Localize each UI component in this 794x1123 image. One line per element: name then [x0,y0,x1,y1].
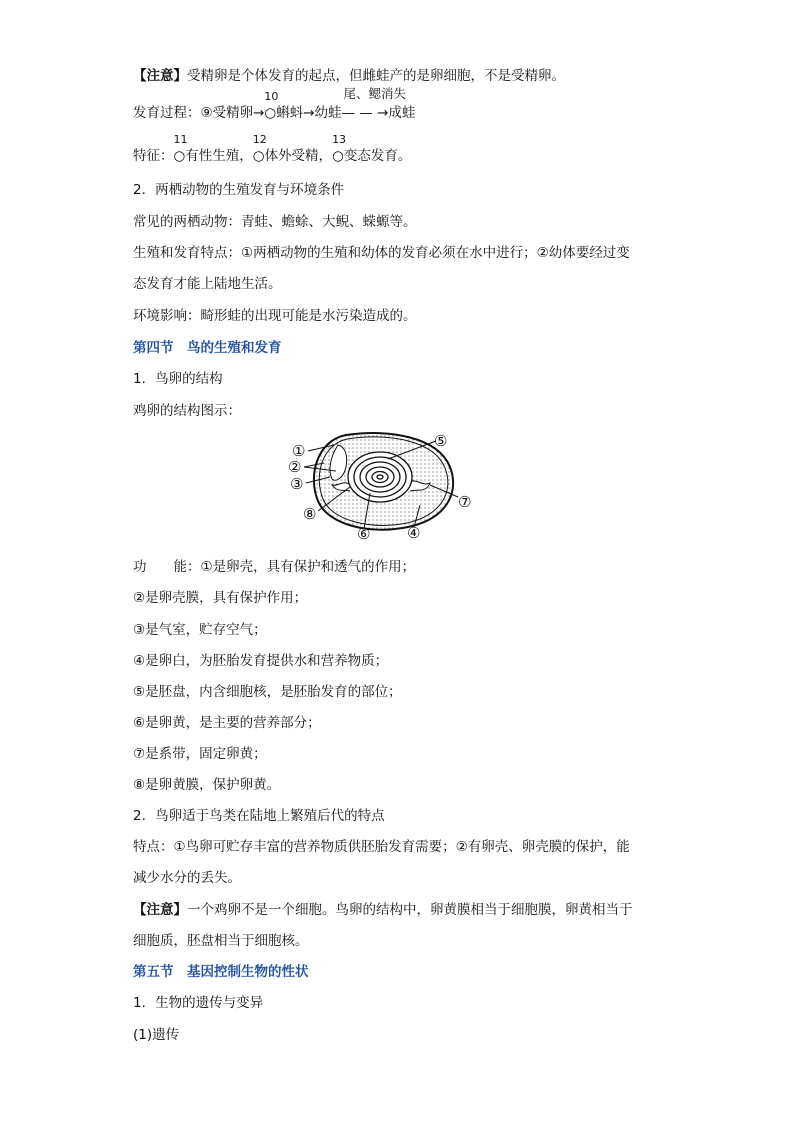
environment-impact: 环境影响：畸形蛙的出现可能是水污染造成的。 [133,308,417,324]
function-4: ④是卵白，为胚胎发育提供水和营养物质； [133,653,389,669]
egg-structure-diagram [280,427,480,543]
adaptation-line-2: 减少水分的丢失。 [133,870,241,886]
label-1: ① [292,442,306,460]
function-1: 功 能：①是卵壳，具有保护和透气的作用； [133,559,416,575]
note-fertilized-egg [133,66,565,86]
label-6: ⑥ [357,525,371,543]
reproduction-line-1: 生殖和发育特点：①两栖动物的生殖和幼体的发育必须在水中进行；②幼体要经过变 [133,245,630,261]
function-5: ⑤是胚盘，内含细胞核，是胚胎发育的部位； [133,684,402,700]
egg-diagram-intro: 鸡卵的结构图示： [133,403,241,419]
heredity-subtitle: (1)遗传 [133,1027,180,1043]
section-2-title: 2．两栖动物的生殖发育与环境条件 [133,182,345,198]
process-step-9: ⑨受精卵→ [200,105,265,121]
circled-number-11: 11 ○ [173,133,188,164]
function-7: ⑦是系带，固定卵黄； [133,746,267,762]
function-8: ⑧是卵黄膜，保护卵黄。 [133,777,281,793]
note-tag: 【注意】 [133,68,187,84]
note-egg-cell-line-2: 细胞质，胚盘相当于细胞核。 [133,933,309,949]
label-4: ④ [407,524,421,542]
function-6: ⑥是卵黄，是主要的营养部分； [133,715,321,731]
egg-diagram-svg [280,427,480,543]
note-tag: 【注意】 [133,902,187,918]
function-3: ③是气室，贮存空气； [133,622,267,638]
process-end: 成蛙 [388,105,416,121]
bird-egg-structure-title: 1．鸟卵的结构 [133,371,223,387]
yolk [348,452,412,502]
heading-section-4: 第四节 鸟的生殖和发育 [133,340,282,356]
label-8: ⑧ [303,505,317,523]
development-process [133,86,416,123]
adaptation-line-1: 特点：①鸟卵可贮存丰富的营养物质供胚胎发育需要；②有卵壳、卵壳膜的保护，能 [133,839,630,855]
circled-number-10: 10 ○ [264,90,279,121]
note-text: 受精卵是个体发育的起点，但雌蛙产的是卵细胞，不是受精卵。 [187,68,565,84]
process-step-10: 蝌蚪→幼蛙 [276,105,342,121]
circled-number-13: 13 ○ [332,133,347,164]
label-2: ② [288,458,302,476]
bird-egg-adaptation-title: 2．鸟卵适于鸟类在陆地上繁殖后代的特点 [133,808,385,824]
reproduction-line-2: 态发育才能上陆地生活。 [133,276,282,292]
process-arrow: 尾、鳃消失 — — → [341,86,407,121]
arrow-label: 尾、鳃消失 [343,86,407,101]
features: 特征： 11 ○有性生殖， 12 ○体外受精， 13 ○变态发育。 [133,133,412,164]
label-3: ③ [290,475,304,493]
heading-section-5: 第五节 基因控制生物的性状 [133,964,309,980]
heredity-variation-title: 1．生物的遗传与变异 [133,995,264,1011]
function-2: ②是卵壳膜，具有保护作用； [133,590,308,606]
circled-number-12: 12 ○ [252,133,267,164]
feature-label: 特征： [133,148,174,164]
note-egg-cell-line-1: 【注意】一个鸡卵不是一个细胞。鸟卵的结构中，卵黄膜相当于细胞膜，卵黄相当于 [133,902,633,918]
label-7: ⑦ [458,493,472,511]
process-label: 发育过程： [133,105,201,121]
common-amphibians: 常见的两栖动物：青蛙、蟾蜍、大鲵、蝾螈等。 [133,214,417,230]
label-5: ⑤ [434,432,448,450]
